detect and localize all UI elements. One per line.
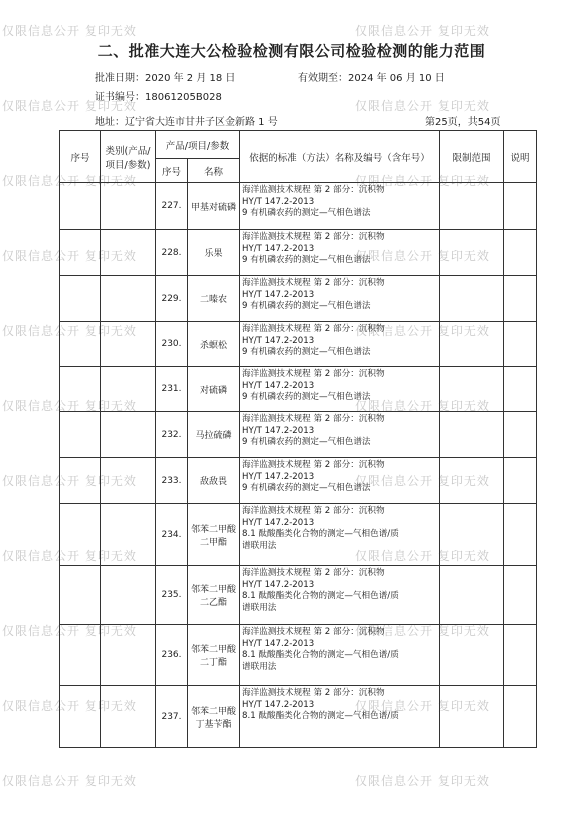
valid-until: 有效期至：2024 年 06 月 10 日 [298, 73, 445, 84]
cell-product-seq: 228. [156, 230, 188, 276]
cell-product-name: 杀螟松 [188, 322, 240, 367]
watermark-text: 仅限信息公开 复印无效 [2, 399, 137, 413]
watermark-text: 仅限信息公开 复印无效 [2, 249, 137, 263]
standard-line: HY/T 147.2-2013 [242, 335, 315, 346]
standard-line: HY/T 147.2-2013 [242, 638, 315, 649]
standard-line: HY/T 147.2-2013 [242, 699, 315, 710]
standard-line: 9 有机磷农药的测定—气相色谱法 [242, 392, 371, 402]
cell-product-seq: 233. [156, 458, 188, 504]
standard-line: 海洋监测技术规程 第 2 部分：沉积物 [242, 232, 385, 242]
page-info: 第25页，共54页 [425, 117, 501, 128]
standard-line: HY/T 147.2-2013 [242, 517, 315, 528]
table-row [60, 625, 537, 686]
cell-product-seq: 227. [156, 183, 188, 230]
standard-line: 海洋监测技术规程 第 2 部分：沉积物 [242, 414, 385, 424]
standard-line: HY/T 147.2-2013 [242, 196, 315, 207]
watermark-text: 仅限信息公开 复印无效 [355, 174, 490, 188]
header-product-group: 产品/项目/参数 [156, 131, 240, 159]
header-category: 类别(产品/项目/参数) [101, 131, 156, 183]
capability-table [59, 130, 537, 748]
cell-seq [60, 230, 101, 276]
table-row [60, 412, 537, 458]
cell-seq [60, 276, 101, 322]
cell-limit [440, 276, 504, 322]
cell-category [101, 276, 156, 322]
standard-line: 谱联用法 [242, 661, 277, 672]
header-product-name: 名称 [188, 159, 240, 183]
standard-line: 9 有机磷农药的测定—气相色谱法 [242, 255, 371, 265]
table-row [60, 183, 537, 230]
cell-product-seq: 230. [156, 322, 188, 367]
standard-line: HY/T 147.2-2013 [242, 380, 315, 391]
watermark-text: 仅限信息公开 复印无效 [355, 249, 490, 263]
cell-note [504, 230, 537, 276]
table-row [60, 566, 537, 625]
watermark-text: 仅限信息公开 复印无效 [2, 324, 137, 338]
cell-product-seq: 232. [156, 412, 188, 458]
cell-category [101, 412, 156, 458]
standard-line: 海洋监测技术规程 第 2 部分：沉积物 [242, 324, 385, 334]
cell-product-name: 乐果 [188, 230, 240, 276]
cell-note [504, 183, 537, 230]
standard-line: 海洋监测技术规程 第 2 部分：沉积物 [242, 460, 385, 470]
cell-product-name: 敌敌畏 [188, 458, 240, 504]
cell-limit [440, 412, 504, 458]
standard-line: 谱联用法 [242, 540, 277, 551]
watermark-text: 仅限信息公开 复印无效 [355, 399, 490, 413]
cell-limit [440, 322, 504, 367]
cell-product-seq: 237. [156, 686, 188, 748]
cell-category [101, 686, 156, 748]
cell-standard [240, 625, 440, 686]
cell-standard [240, 276, 440, 322]
table-row [60, 322, 537, 367]
cell-note [504, 566, 537, 625]
cell-category [101, 566, 156, 625]
cell-product-name: 邻苯二甲酸丁基苄酯 [188, 686, 240, 748]
cell-note [504, 625, 537, 686]
table-row [60, 276, 537, 322]
cell-category [101, 183, 156, 230]
cell-limit [440, 367, 504, 412]
cell-product-seq: 229. [156, 276, 188, 322]
standard-line: 9 有机磷农药的测定—气相色谱法 [242, 301, 371, 311]
cell-standard [240, 686, 440, 748]
standard-line: HY/T 147.2-2013 [242, 471, 315, 482]
watermark-text: 仅限信息公开 复印无效 [355, 99, 490, 113]
cell-limit [440, 625, 504, 686]
watermark-text: 仅限信息公开 复印无效 [2, 24, 137, 38]
standard-line: 8.1 酞酸酯类化合物的测定—气相色谱/质 [242, 650, 399, 660]
standard-line: 9 有机磷农药的测定—气相色谱法 [242, 437, 371, 447]
cell-category [101, 504, 156, 566]
header-note: 说明 [504, 131, 537, 183]
cell-product-name: 邻苯二甲酸二乙酯 [188, 566, 240, 625]
cell-category [101, 367, 156, 412]
watermark-text: 仅限信息公开 复印无效 [355, 324, 490, 338]
standard-line: 海洋监测技术规程 第 2 部分：沉积物 [242, 185, 385, 195]
cell-note [504, 322, 537, 367]
cell-product-name: 马拉硫磷 [188, 412, 240, 458]
cell-standard [240, 183, 440, 230]
watermark-text: 仅限信息公开 复印无效 [355, 699, 490, 713]
standard-line: 海洋监测技术规程 第 2 部分：沉积物 [242, 627, 385, 637]
cell-standard [240, 458, 440, 504]
page-title: 二、批准大连大公检验检测有限公司检验检测的能力范围 [97, 42, 486, 60]
standard-line: 海洋监测技术规程 第 2 部分：沉积物 [242, 369, 385, 379]
standard-line: 海洋监测技术规程 第 2 部分：沉积物 [242, 688, 385, 698]
watermark-text: 仅限信息公开 复印无效 [2, 549, 137, 563]
cell-note [504, 412, 537, 458]
cell-seq [60, 566, 101, 625]
cell-product-seq: 235. [156, 566, 188, 625]
cell-seq [60, 367, 101, 412]
watermark-text: 仅限信息公开 复印无效 [355, 774, 490, 788]
cell-standard [240, 230, 440, 276]
cell-product-seq: 231. [156, 367, 188, 412]
cell-note [504, 367, 537, 412]
cell-limit [440, 230, 504, 276]
cell-product-name: 邻苯二甲酸二甲酯 [188, 504, 240, 566]
standard-line: 海洋监测技术规程 第 2 部分：沉积物 [242, 506, 385, 516]
cell-note [504, 458, 537, 504]
cell-standard [240, 504, 440, 566]
cell-seq [60, 625, 101, 686]
header-product-seq: 序号 [156, 159, 188, 183]
header-seq: 序号 [60, 131, 101, 183]
cell-limit [440, 686, 504, 748]
cell-category [101, 322, 156, 367]
cell-product-name: 二嗪农 [188, 276, 240, 322]
cell-seq [60, 686, 101, 748]
watermark-text: 仅限信息公开 复印无效 [2, 624, 137, 638]
standard-line: 谱联用法 [242, 602, 277, 613]
cell-product-seq: 234. [156, 504, 188, 566]
watermark-text: 仅限信息公开 复印无效 [355, 549, 490, 563]
watermark-text: 仅限信息公开 复印无效 [2, 699, 137, 713]
cell-seq [60, 458, 101, 504]
cell-seq [60, 504, 101, 566]
cell-category [101, 458, 156, 504]
watermark-text: 仅限信息公开 复印无效 [2, 99, 137, 113]
certificate-number: 证书编号：18061205B028 [95, 92, 222, 103]
standard-line: 9 有机磷农药的测定—气相色谱法 [242, 483, 371, 493]
cell-standard [240, 322, 440, 367]
cell-category [101, 230, 156, 276]
cell-product-seq: 236. [156, 625, 188, 686]
table-row [60, 367, 537, 412]
table-body [60, 183, 537, 748]
cell-limit [440, 566, 504, 625]
watermark-text: 仅限信息公开 复印无效 [2, 774, 137, 788]
cell-standard [240, 367, 440, 412]
standard-line: HY/T 147.2-2013 [242, 289, 315, 300]
watermark-text: 仅限信息公开 复印无效 [355, 474, 490, 488]
standard-line: 海洋监测技术规程 第 2 部分：沉积物 [242, 568, 385, 578]
standard-line: 9 有机磷农药的测定—气相色谱法 [242, 208, 371, 218]
cell-seq [60, 322, 101, 367]
cell-note [504, 276, 537, 322]
watermark-text: 仅限信息公开 复印无效 [2, 174, 137, 188]
address: 地址：辽宁省大连市甘井子区金新路 1 号 [95, 117, 278, 128]
cell-limit [440, 183, 504, 230]
header-standard: 依据的标准（方法）名称及编号（含年号） [240, 131, 440, 183]
watermark-text: 仅限信息公开 复印无效 [355, 624, 490, 638]
header-limit: 限制范围 [440, 131, 504, 183]
standard-line: HY/T 147.2-2013 [242, 425, 315, 436]
table-row [60, 230, 537, 276]
standard-line: 9 有机磷农药的测定—气相色谱法 [242, 347, 371, 357]
table-row [60, 458, 537, 504]
table-row [60, 686, 537, 748]
standard-line: 8.1 酞酸酯类化合物的测定—气相色谱/质 [242, 591, 399, 601]
cell-product-name: 甲基对硫磷 [188, 183, 240, 230]
cell-note [504, 686, 537, 748]
cell-product-name: 邻苯二甲酸二丁酯 [188, 625, 240, 686]
standard-line: HY/T 147.2-2013 [242, 243, 315, 254]
cell-limit [440, 504, 504, 566]
cell-standard [240, 412, 440, 458]
watermark-text: 仅限信息公开 复印无效 [2, 474, 137, 488]
cell-product-name: 对硫磷 [188, 367, 240, 412]
cell-limit [440, 458, 504, 504]
standard-line: 8.1 酞酸酯类化合物的测定—气相色谱/质 [242, 529, 399, 539]
table-row [60, 504, 537, 566]
watermark-text: 仅限信息公开 复印无效 [355, 24, 490, 38]
cell-category [101, 625, 156, 686]
standard-line: 8.1 酞酸酯类化合物的测定—气相色谱/质 [242, 711, 399, 721]
standard-line: HY/T 147.2-2013 [242, 579, 315, 590]
standard-line: 海洋监测技术规程 第 2 部分：沉积物 [242, 278, 385, 288]
cell-standard [240, 566, 440, 625]
cell-seq [60, 412, 101, 458]
approval-date: 批准日期：2020 年 2 月 18 日 [95, 73, 236, 84]
cell-seq [60, 183, 101, 230]
cell-note [504, 504, 537, 566]
